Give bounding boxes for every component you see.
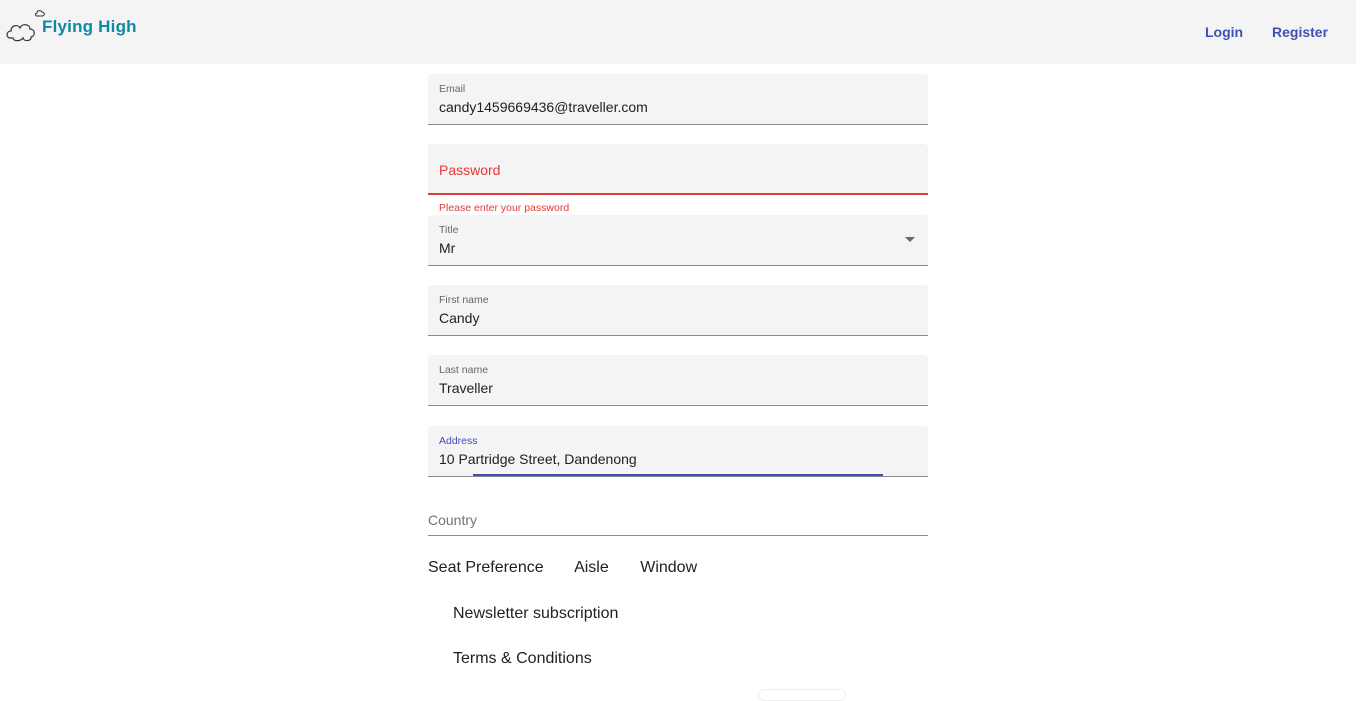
password-error: Please enter your password (439, 202, 570, 214)
last-name-label: Last name (439, 364, 489, 376)
terms-checkbox[interactable]: Terms & Conditions (453, 650, 592, 667)
country-placeholder: Country (428, 512, 478, 528)
email-value[interactable]: candy1459669436@traveller.com (439, 99, 648, 115)
login-link[interactable]: Login (1205, 24, 1244, 40)
password-field[interactable] (428, 144, 928, 195)
address-value[interactable]: 10 Partridge Street, Dandenong (439, 451, 637, 467)
seat-option-window[interactable]: Window (640, 559, 698, 576)
submit-button[interactable] (758, 689, 846, 701)
title-label: Title (439, 224, 459, 236)
email-field[interactable] (428, 74, 928, 125)
dropdown-arrow-icon[interactable] (905, 237, 915, 242)
focus-underline (473, 474, 883, 476)
title-select[interactable] (428, 215, 928, 266)
first-name-field[interactable] (428, 285, 928, 336)
last-name-field[interactable] (428, 355, 928, 406)
seat-option-aisle[interactable]: Aisle (574, 559, 609, 576)
top-bar (0, 0, 1356, 64)
cloud-icon (6, 10, 46, 44)
email-label: Email (439, 83, 466, 95)
address-field[interactable] (428, 426, 928, 477)
seat-preference-group (428, 559, 724, 577)
brand-name: Flying High (42, 17, 137, 36)
address-label: Address (439, 435, 478, 447)
title-value: Mr (439, 240, 456, 256)
first-name-label: First name (439, 294, 489, 306)
newsletter-checkbox[interactable]: Newsletter subscription (453, 605, 619, 622)
logo[interactable] (6, 10, 146, 44)
seat-preference-label: Seat Preference (428, 559, 544, 576)
last-name-value[interactable]: Traveller (439, 380, 493, 396)
country-field[interactable] (428, 506, 928, 536)
register-link[interactable]: Register (1272, 24, 1329, 40)
first-name-value[interactable]: Candy (439, 310, 480, 326)
password-placeholder: Password (439, 162, 501, 178)
